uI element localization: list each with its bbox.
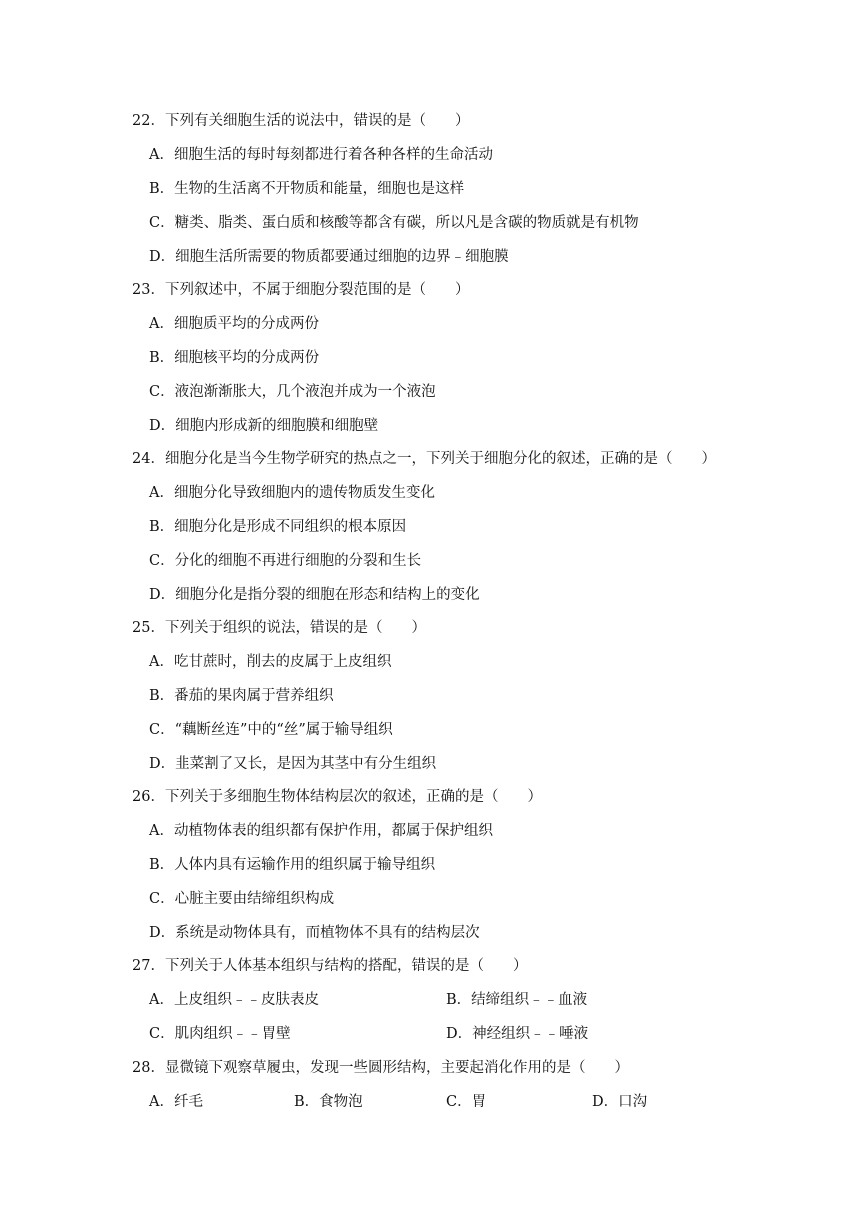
question-27-option-d: D．神经组织﹣﹣唾液 [446, 1026, 589, 1042]
question-23-option-d: D．细胞内形成新的细胞膜和细胞壁 [149, 418, 379, 434]
question-25-option-d: D．韭菜割了又长，是因为其茎中有分生组织 [149, 756, 437, 772]
question-25-option-c: C．“藕断丝连”中的“丝”属于输导组织 [149, 722, 393, 738]
question-27-option-a: A．上皮组织﹣﹣皮肤表皮 [149, 992, 319, 1008]
question-23-option-c: C．液泡渐渐胀大，几个液泡并成为一个液泡 [149, 384, 436, 400]
question-26-stem: 26．下列关于多细胞生物体结构层次的叙述，正确的是（ ） [132, 789, 542, 805]
question-22-option-b: B．生物的生活离不开物质和能量，细胞也是这样 [149, 181, 465, 197]
question-28-option-b: B．食物泡 [294, 1094, 363, 1110]
question-23-option-a: A．细胞质平均的分成两份 [149, 316, 319, 332]
question-24-option-c: C．分化的细胞不再进行细胞的分裂和生长 [149, 553, 422, 569]
question-27-stem: 27．下列关于人体基本组织与结构的搭配，错误的是（ ） [132, 958, 528, 974]
question-22-option-d: D．细胞生活所需要的物质都要通过细胞的边界﹣细胞膜 [149, 249, 509, 265]
question-22-option-c: C．糖类、脂类、蛋白质和核酸等都含有碳，所以凡是含碳的物质就是有机物 [149, 215, 639, 231]
question-22-stem: 22．下列有关细胞生活的说法中，错误的是（ ） [132, 113, 470, 129]
question-24-option-d: D．细胞分化是指分裂的细胞在形态和结构上的变化 [149, 587, 480, 603]
question-28-stem: 28．显微镜下观察草履虫，发现一些圆形结构，主要起消化作用的是（ ） [132, 1060, 629, 1076]
question-27-option-b: B．结缔组织﹣﹣血液 [446, 992, 588, 1008]
question-26-option-c: C．心脏主要由结缔组织构成 [149, 891, 335, 907]
question-24-option-b: B．细胞分化是形成不同组织的根本原因 [149, 519, 407, 535]
question-25-option-a: A．吃甘蔗时，削去的皮属于上皮组织 [149, 654, 392, 670]
question-26-option-a: A．动植物体表的组织都有保护作用，都属于保护组织 [149, 823, 493, 839]
question-25-stem: 25．下列关于组织的说法，错误的是（ ） [132, 620, 426, 636]
question-28-option-c: C．胃 [446, 1094, 487, 1110]
question-24-option-a: A．细胞分化导致细胞内的遗传物质发生变化 [149, 485, 435, 501]
question-24-stem: 24．细胞分化是当今生物学研究的热点之一，下列关于细胞分化的叙述，正确的是（ ） [132, 451, 716, 467]
question-27-option-c: C．肌肉组织﹣﹣胃壁 [149, 1026, 291, 1042]
question-22-option-a: A．细胞生活的每时每刻都进行着各种各样的生命活动 [149, 147, 493, 163]
question-28-option-d: D．口沟 [592, 1094, 648, 1110]
question-26-option-b: B．人体内具有运输作用的组织属于输导组织 [149, 857, 436, 873]
question-26-option-d: D．系统是动物体具有，而植物体不具有的结构层次 [149, 925, 480, 941]
question-25-option-b: B．番茄的果肉属于营养组织 [149, 688, 334, 704]
question-23-stem: 23．下列叙述中，不属于细胞分裂范围的是（ ） [132, 282, 470, 298]
question-23-option-b: B．细胞核平均的分成两份 [149, 350, 320, 366]
question-28-option-a: A．纤毛 [149, 1094, 203, 1110]
